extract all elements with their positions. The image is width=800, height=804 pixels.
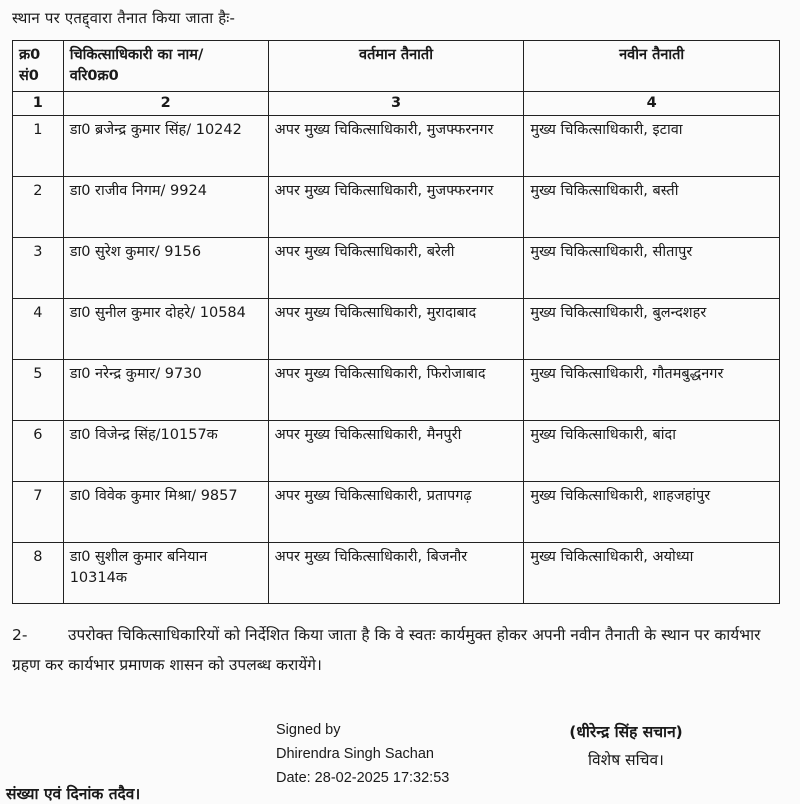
table-row [13, 421, 780, 482]
paragraph-number: 2- [12, 626, 28, 644]
new-posting-cell: मुख्य चिकित्साधिकारी, बुलन्दशहर [524, 299, 780, 360]
column-number-row [13, 92, 780, 116]
name-cell: डा0 नरेन्द्र कुमार/ 9730 [63, 360, 268, 421]
signed-by-label: Signed by [276, 722, 341, 738]
current-posting-cell: अपर मुख्य चिकित्साधिकारी, प्रतापगढ़ [268, 482, 524, 543]
column-number: 2 [63, 92, 268, 116]
table-row [13, 360, 780, 421]
header-new-posting: नवीन तैनाती [524, 41, 780, 92]
header-name-line1: चिकित्साधिकारी का नाम/ [69, 47, 204, 63]
new-posting-cell: मुख्य चिकित्साधिकारी, बस्ती [524, 177, 780, 238]
table-header-row [13, 41, 780, 92]
new-posting-cell: मुख्य चिकित्साधिकारी, गौतमबुद्धनगर [524, 360, 780, 421]
serial-cell: 1 [13, 116, 64, 177]
table-row [13, 299, 780, 360]
current-posting-cell: अपर मुख्य चिकित्साधिकारी, बरेली [268, 238, 524, 299]
header-name [63, 41, 268, 92]
header-current-posting: वर्तमान तैनाती [268, 41, 524, 92]
footer-text: संख्या एवं दिनांक तदैव। [6, 785, 141, 803]
signer-name: Dhirendra Singh Sachan [276, 746, 434, 762]
column-number: 3 [268, 92, 524, 116]
new-posting-cell: मुख्य चिकित्साधिकारी, शाहजहांपुर [524, 482, 780, 543]
table-row [13, 238, 780, 299]
officer-block [536, 718, 716, 774]
table-row [13, 543, 780, 604]
digital-signature-block [276, 718, 449, 790]
table-row [13, 177, 780, 238]
name-cell: डा0 सुरेश कुमार/ 9156 [63, 238, 268, 299]
header-name-line2: वरि0क्र0 [69, 68, 119, 84]
serial-cell: 6 [13, 421, 64, 482]
new-posting-cell: मुख्य चिकित्साधिकारी, अयोध्या [524, 543, 780, 604]
header-serial [13, 41, 64, 92]
serial-cell: 4 [13, 299, 64, 360]
table-row [13, 116, 780, 177]
officer-designation: विशेष सचिव। [588, 751, 664, 769]
name-cell: डा0 राजीव निगम/ 9924 [63, 177, 268, 238]
current-posting-cell: अपर मुख्य चिकित्साधिकारी, मुजफ्फरनगर [268, 116, 524, 177]
serial-cell: 3 [13, 238, 64, 299]
new-posting-cell: मुख्य चिकित्साधिकारी, इटावा [524, 116, 780, 177]
current-posting-cell: अपर मुख्य चिकित्साधिकारी, मैनपुरी [268, 421, 524, 482]
table-row [13, 482, 780, 543]
new-posting-cell: मुख्य चिकित्साधिकारी, बांदा [524, 421, 780, 482]
serial-cell: 8 [13, 543, 64, 604]
column-number: 1 [13, 92, 64, 116]
current-posting-cell: अपर मुख्य चिकित्साधिकारी, मुरादाबाद [268, 299, 524, 360]
current-posting-cell: अपर मुख्य चिकित्साधिकारी, मुजफ्फरनगर [268, 177, 524, 238]
name-cell: डा0 ब्रजेन्द्र कुमार सिंह/ 10242 [63, 116, 268, 177]
name-cell: डा0 विवेक कुमार मिश्रा/ 9857 [63, 482, 268, 543]
serial-cell: 5 [13, 360, 64, 421]
name-cell: डा0 सुशील कुमार बनियान 10314क [63, 543, 268, 604]
posting-table [12, 40, 780, 604]
officer-name: (धीरेन्द्र सिंह सचान) [569, 723, 683, 741]
header-serial-line2: सं0 [19, 68, 39, 84]
instruction-paragraph [12, 620, 780, 680]
column-number: 4 [524, 92, 780, 116]
header-serial-line1: क्र0 [19, 47, 41, 63]
current-posting-cell: अपर मुख्य चिकित्साधिकारी, बिजनौर [268, 543, 524, 604]
new-posting-cell: मुख्य चिकित्साधिकारी, सीतापुर [524, 238, 780, 299]
serial-cell: 7 [13, 482, 64, 543]
current-posting-cell: अपर मुख्य चिकित्साधिकारी, फिरोजाबाद [268, 360, 524, 421]
paragraph-text: उपरोक्त चिकित्साधिकारियों को निर्देशित किया जाता है कि वे स्वतः कार्यमुक्त होकर अपनी नवीन तैनाती के स्थान पर कार्यभार ग्रहण कर कार्यभार प्रमाणक शासन को उपलब्ध करायेंगे। [12, 626, 761, 674]
serial-cell: 2 [13, 177, 64, 238]
intro-text: स्थान पर एतद्द्वारा तैनात किया जाता हैः- [12, 9, 236, 27]
signature-date: Date: 28-02-2025 17:32:53 [276, 770, 450, 786]
name-cell: डा0 सुनील कुमार दोहरे/ 10584 [63, 299, 268, 360]
name-cell: डा0 विजेन्द्र सिंह/10157क [63, 421, 268, 482]
